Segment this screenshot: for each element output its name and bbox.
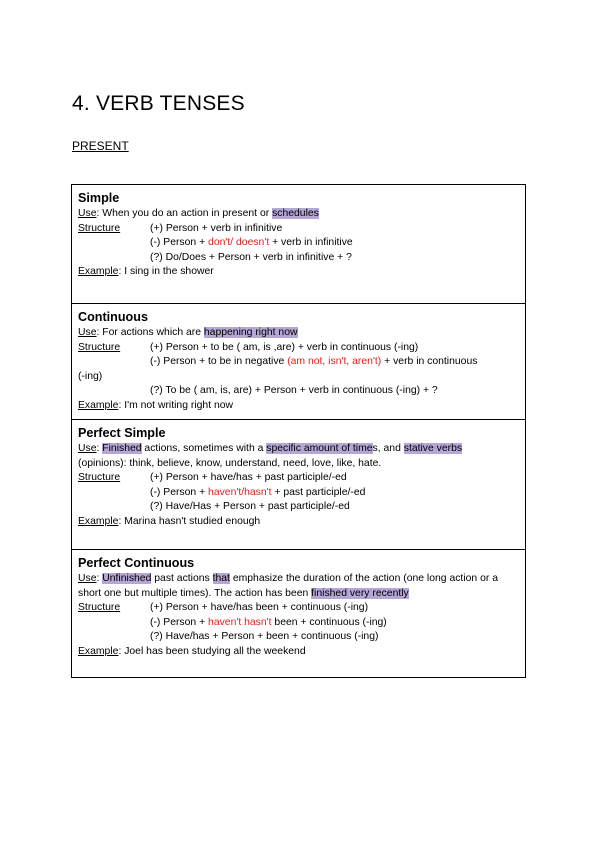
tense-name: Perfect Continuous — [78, 556, 195, 570]
highlight: stative verbs — [403, 443, 463, 454]
structure-affirmative: (+) Person + to be ( am, is ,are) + verb in continuous (-ing) — [150, 341, 419, 353]
section-heading-present: PRESENT — [72, 139, 129, 153]
structure-negative: (-) Person + to be in negative (am not, isn't, aren't) + verb in continuous — [150, 356, 478, 368]
tense-name: Simple — [78, 191, 120, 205]
example-line — [78, 645, 519, 660]
tense-name: Continuous — [78, 310, 148, 324]
structure-affirmative: (+) Person + have/has + past participle/-ed — [150, 472, 347, 484]
structure-row — [78, 601, 519, 616]
structure-question: (?) Do/Does + Person + verb in infinitive + ? — [150, 251, 352, 263]
structure-label: Structure — [78, 602, 121, 614]
example-text: : Marina hasn't studied enough — [118, 515, 261, 527]
use-line: Use: Unfinished past actions that emphasize the duration of the action (one long action or a short one but multiple times). The action has been finished very recently — [78, 573, 498, 599]
structure-negative: (-) Person + don't/ doesn't + verb in infinitive — [150, 237, 353, 249]
structure-question: (?) Have/has + Person + been + continuous (-ing) — [150, 631, 379, 643]
use-line-continued: (opinions): think, believe, know, understand, need, love, like, hate. — [78, 457, 382, 469]
structure-row — [78, 341, 519, 356]
example-label: Example — [78, 399, 119, 411]
example-label: Example — [78, 515, 119, 527]
structure-label: Structure — [78, 222, 121, 234]
tense-cell-simple — [72, 185, 525, 303]
use-line — [78, 207, 519, 222]
structure-negative: (-) Person + haven't hasn't been + continuous (-ing) — [150, 616, 387, 628]
tense-cell-continuous — [72, 303, 525, 419]
tense-cell-perfect-simple — [72, 419, 525, 549]
example-line — [78, 515, 519, 530]
highlight: specific amount of time — [266, 443, 373, 454]
example-text: : Joel has been studying all the weekend — [118, 645, 306, 657]
structure-question: (?) To be ( am, is, are) + Person + verb in continuous (-ing) + ? — [150, 385, 438, 397]
use-label: Use — [78, 443, 97, 454]
structure-row — [78, 471, 519, 486]
example-label: Example — [78, 645, 119, 657]
highlight: Unfinished — [102, 573, 152, 584]
use-label: Use — [78, 327, 97, 338]
highlight: Finished — [102, 443, 142, 454]
structure-label: Structure — [78, 341, 121, 353]
page-title: 4. VERB TENSES — [72, 92, 245, 115]
red-text: haven't hasn't — [208, 616, 272, 628]
structure-affirmative: (+) Person + have/has been + continuous (-ing) — [150, 602, 369, 614]
use-line — [78, 326, 519, 341]
highlight: that — [212, 573, 230, 584]
use-label: Use — [78, 573, 97, 584]
tense-name: Perfect Simple — [78, 426, 166, 440]
example-label: Example — [78, 266, 119, 278]
example-text: : I'm not writing right now — [118, 399, 234, 411]
highlight: schedules — [272, 208, 319, 219]
example-text: : I sing in the shower — [118, 266, 214, 278]
use-label: Use — [78, 208, 97, 219]
structure-affirmative: (+) Person + verb in infinitive — [150, 222, 283, 234]
structure-negative: (-) Person + haven't/hasn't + past participle/-ed — [150, 486, 366, 498]
use-text: : For actions which are — [96, 327, 204, 338]
use-text: : When you do an action in present or — [96, 208, 273, 219]
red-text: (am not, isn't, aren't) — [287, 356, 382, 368]
structure-negative-wrap: (-ing) — [78, 370, 103, 382]
highlight: finished very recently — [311, 587, 409, 599]
tense-cell-perfect-continuous — [72, 549, 525, 677]
use-line: Use: Finished actions, sometimes with a specific amount of times, and stative verbs — [78, 443, 463, 454]
red-text: don't/ doesn't — [208, 237, 270, 249]
structure-row — [78, 222, 519, 237]
structure-label: Structure — [78, 472, 121, 484]
tenses-table — [71, 184, 526, 678]
structure-question: (?) Have/Has + Person + past participle/-ed — [150, 501, 350, 513]
example-line — [78, 265, 519, 280]
red-text: haven't/hasn't — [208, 486, 272, 498]
highlight: happening right now — [203, 327, 298, 338]
example-line — [78, 399, 519, 414]
